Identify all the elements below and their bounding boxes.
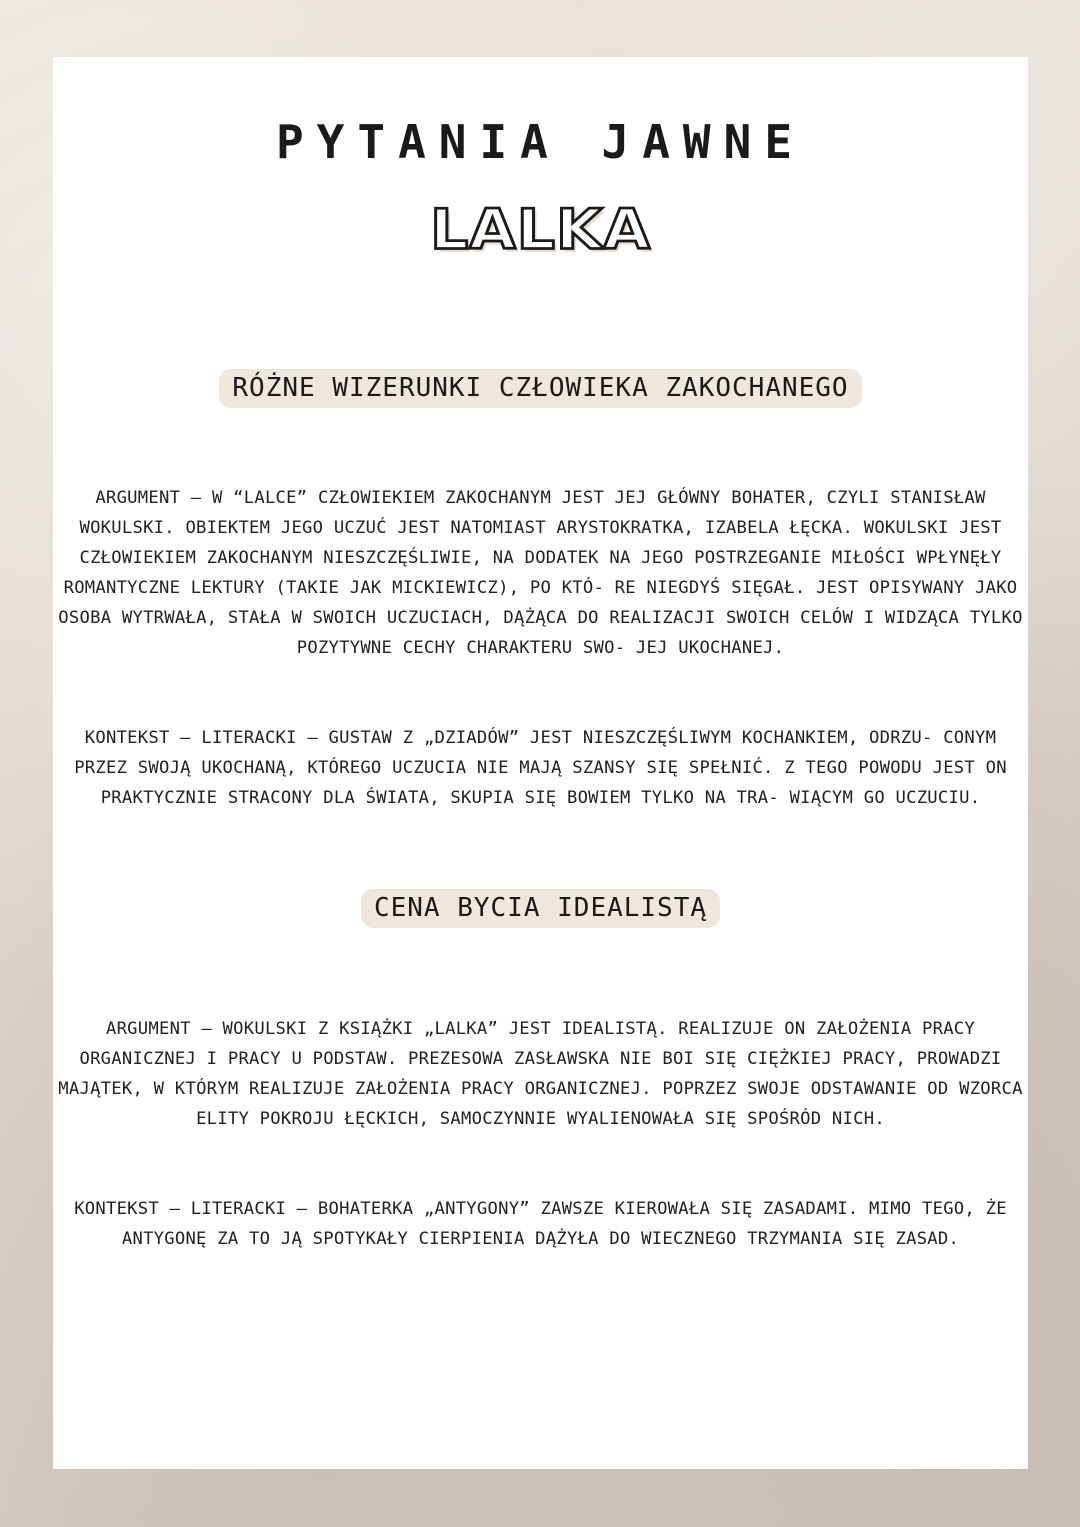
section-2-argument: ARGUMENT – WOKULSKI Z KSIĄŻKI „LALKA” JEST IDEALISTĄ. REALIZUJE ON ZAŁOŻENIA PRACY ORGANICZNEJ I PRACY U PODSTAW. PREZESOWA ZASŁAWSKA NIE BOI SIĘ CIĘŻKIEJ PRACY, PROWADZI MAJĄTEK, W KTÓRYM REALIZUJE ZAŁOŻENIA PRACY ORGANICZNEJ. POPRZEZ SWOJE ODSTAWANIE OD WZORCA ELITY POKROJU ŁĘCKICH, SAMOCZYNNIE WYALIENOWAŁA SIĘ SPOŚRÓD NICH. [58,1019,1023,1129]
section-1-context: KONTEKST – LITERACKI – GUSTAW Z „DZIADÓW” JEST NIESZCZĘŚLIWYM KOCHANKIEM, ODRZU- CONYM PRZEZ SWOJĄ UKOCHANĄ, KTÓREGO UCZUCIA NIE MAJĄ SZANSY SIĘ SPEŁNIĆ. Z TEGO POWODU JEST ON PRAKTYCZNIE STRACONY DLA ŚWIATA, SKUPIA SIĘ BOWIEM TYLKO NA TRA- WIĄCYM GO UCZUCIU. [74,728,1007,808]
section-2-context: KONTEKST – LITERACKI – BOHATERKA „ANTYGONY” ZAWSZE KIEROWAŁA SIĘ ZASADAMI. MIMO TEGO, ŻE ANTYGONĘ ZA TO JĄ SPOTYKAŁY CIERPIENIA DĄŻYŁA DO WIECZNEGO TRZYMANIA SIĘ ZASAD. [74,1199,1007,1249]
document-page [53,57,1028,1469]
section-heading-2 [53,889,1028,928]
page-title: PYTANIA JAWNE [275,115,806,169]
section-1-argument: ARGUMENT – W “LALCE” CZŁOWIEKIEM ZAKOCHANYM JEST JEJ GŁÓWNY BOHATER, CZYLI STANISŁAW WOKULSKI. OBIEKTEM JEGO UCZUĆ JEST NATOMIAST ARYSTOKRATKA, IZABELA ŁĘCKA. WOKULSKI JEST CZŁOWIEKIEM ZAKOCHANYM NIESZCZĘŚLIWIE, NA DODATEK NA JEGO POSTRZEGANIE MIŁOŚCI WPŁYNĘŁY ROMANTYCZNE LEKTURY (TAKIE JAK MICKIEWICZ), PO KTÓ- RE NIEGDYŚ SIĘGAŁ. JEST OPISYWANY JAKO OSOBA WYTRWAŁA, STAŁA W SWOICH UCZUCIACH, DĄŻĄCA DO REALIZACJI SWOICH CELÓW I WIDZĄCA TYLKO POZYTYWNE CECHY CHARAKTERU SWO- JEJ UKOCHANEJ. [58,488,1023,658]
section-heading-1 [53,369,1028,408]
section-heading-label: CENA BYCIA IDEALISTĄ [361,889,720,928]
section-heading-label: RÓŻNE WIZERUNKI CZŁOWIEKA ZAKOCHANEGO [219,369,861,408]
page-subtitle: LALKA [430,197,651,263]
